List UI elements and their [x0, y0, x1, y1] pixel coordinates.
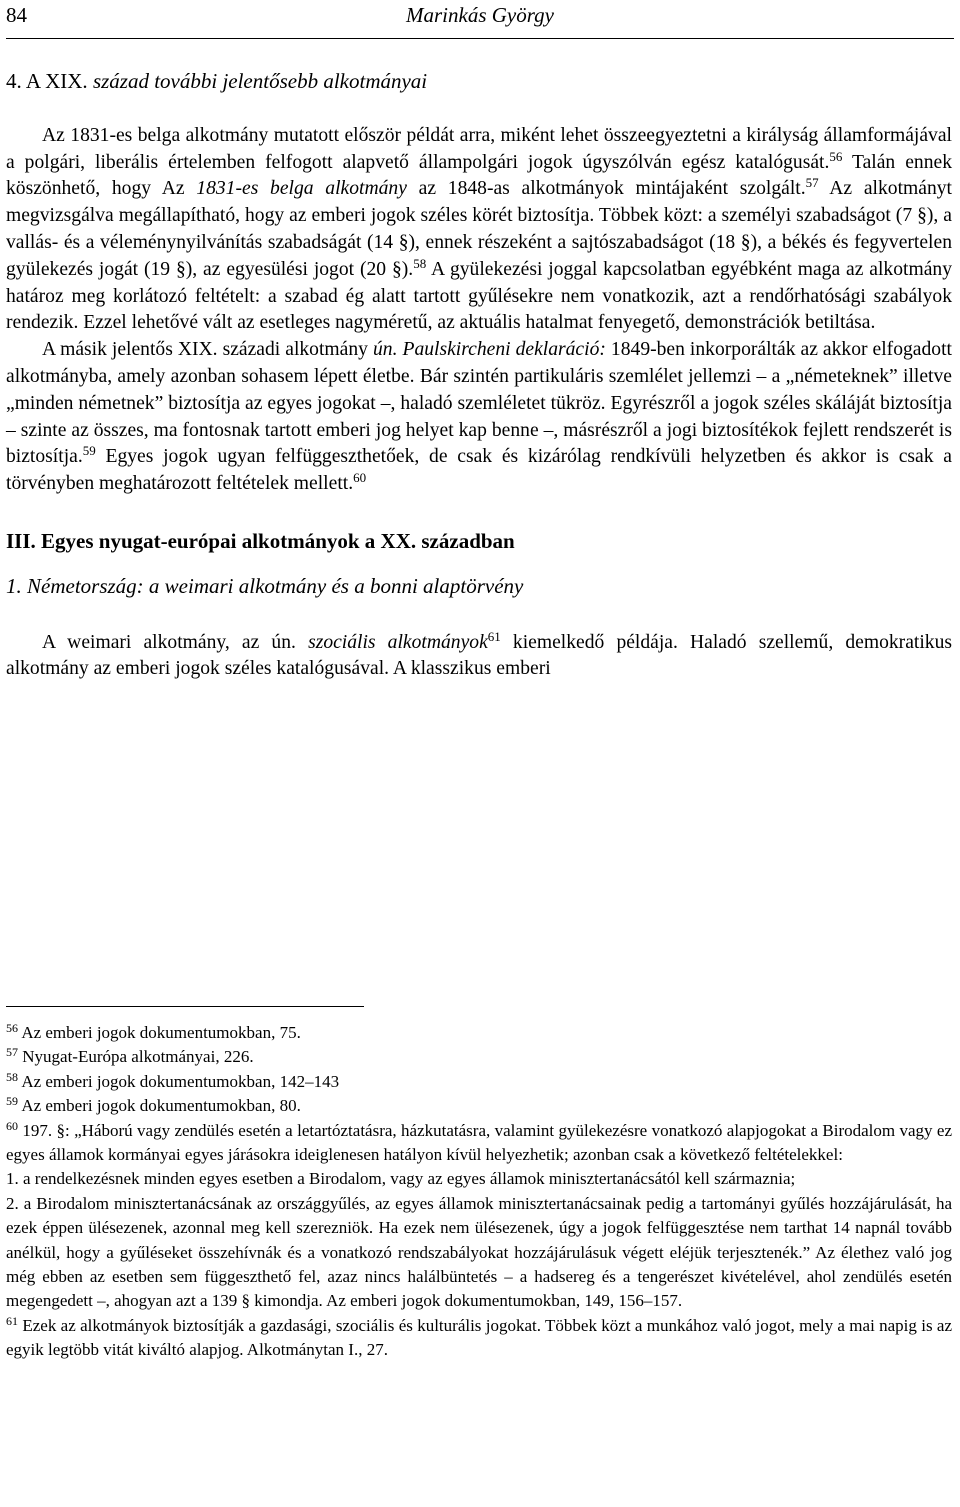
section-number: 4. A XIX.: [6, 69, 88, 93]
footnote: [6, 1070, 952, 1094]
footnote-ref-57[interactable]: 57: [805, 175, 819, 191]
subsection-heading: 1. Németország: a weimari alkotmány és a bonni alaptörvény: [6, 573, 524, 598]
page-header: [6, 0, 954, 30]
chapter-heading: III. Egyes nyugat-európai alkotmányok a XX. században: [6, 528, 515, 553]
footnote-ref-60[interactable]: 60: [353, 470, 367, 486]
italic-run: 1831-es belga alkotmány: [196, 178, 407, 200]
footnote-continuation: [6, 1167, 952, 1191]
running-title: Marinkás György: [406, 3, 554, 27]
footnote-text: Az emberi jogok dokumentumokban, 80.: [21, 1096, 301, 1116]
text-run: az 1848-as alkotmányok mintájaként szolgált.: [418, 178, 806, 200]
footnote: [6, 1021, 952, 1045]
footnote-ref-56[interactable]: 56: [829, 148, 843, 164]
text-run: Talán ennek köszönhető, hogy Az: [6, 151, 952, 200]
footnote: [6, 1119, 952, 1168]
footnote-ref-58[interactable]: 58: [413, 255, 427, 271]
text-run: Egyes jogok ugyan felfüggeszthetőek, de csak és kizárólag rendkívüli helyzetben és akkor is csak a törvényben meghatározott feltételek mellett.: [6, 446, 952, 495]
body-text: [6, 68, 952, 683]
text-run: A gyülekezési joggal kapcsolatban egyébként maga az alkotmány határoz meg korlátozó feltételt: a szabad ég alatt tartott gyűlésekre nem vonatkozik, azt a rendőrhatósági szabályok rendezik. Ezzel lehetővé vált az esetleges nagyméretű, az aktuális hatalmat fenyegető, demonstrációk betiltása.: [6, 258, 952, 334]
footnote-continuation: [6, 1192, 952, 1314]
footnote-text: 197. §: „Háború vagy zendülés esetén a letartóztatásra, házkutatásra, valamint gyülekezésre vonatkozó alapjogokat a Birodalom vagy ez egyes államok kormányai egyes járásokra ideiglenesen hatályon kívül helyezhetik; azonban csak a következő feltételekkel:: [6, 1120, 953, 1165]
text-run: Az 1831-es belga alkotmány mutatott először példát arra, miként lehet összeegyeztetni a királyság államformájával a polgári, liberális értelemben felfogott alapvető állampolgári jogok úgyszólván egész katalógusát.: [6, 124, 952, 173]
footnote: [6, 1314, 952, 1363]
page-number: 84: [6, 3, 27, 27]
italic-run: ún. Paulskircheni deklaráció:: [372, 339, 606, 361]
footnote-separator: [6, 1006, 364, 1007]
footnote-number: 57: [6, 1045, 18, 1060]
footnote-ref-59[interactable]: 59: [82, 443, 96, 459]
section-title: [6, 68, 952, 95]
footnote-text: Az emberi jogok dokumentumokban, 75.: [21, 1023, 301, 1042]
text-run: A másik jelentős XIX. századi alkotmány: [42, 339, 368, 361]
footnote-ref-61[interactable]: 61: [487, 628, 501, 644]
italic-run: szociális alkotmányok: [308, 631, 488, 653]
text-run: kiemelkedő példája. Haladó szellemű, demokratikus alkotmány az emberi jogok széles katalógusával. A klasszikus emberi: [6, 631, 953, 680]
paragraph-paulskirche: [6, 337, 952, 498]
text-run: 1849-ben inkorporálták az akkor elfogadott alkotmányba, amely azonban sohasem lépett életbe. Bár szintén partikuláris szemlélet jellemzi – a „németeknek” illetve „minden németnek” biztosítja az egyes jogokat –, haladó szemléletet tükröz. Egyrészről a jogok széles skáláját biztosítja – szinte az összes, ma fontosnak tartott emberi jog helyet kap benne –, másrészről a jogi biztosítékok fejlett rendszerét is biztosítja.: [6, 339, 952, 468]
footnote-text: Nyugat-Európa alkotmányai, 226.: [22, 1047, 254, 1067]
text-run: Az alkotmányt megvizsgálva megállapítható, hogy az emberi jogok széles körét biztosítja. Többek közt: a személyi szabadságot (7 §), a vallás- és a véleménynyilvánítás szabadságát (14 §), ennek részeként a sajtószabadságot (18 §), a békés és fegyvertelen gyülekezés jogát (19 §), az egyesülési jogot (20 §).: [6, 178, 953, 280]
footnote-text: 1. a rendelkezésnek minden egyes esetben a Birodalom, vagy az egyes államok minisztertanácsától kell származnia;: [6, 1169, 796, 1189]
footnote-number: 58: [6, 1069, 18, 1084]
header-rule: [6, 38, 954, 39]
section-title-text: század további jelentősebb alkotmányai: [92, 69, 428, 93]
text-run: A weimari alkotmány, az ún.: [42, 631, 296, 653]
footnote-number: 60: [6, 1118, 18, 1133]
paragraph-weimar: [6, 630, 952, 684]
footnote-number: 59: [6, 1094, 18, 1109]
footnote-text: Ezek az alkotmányok biztosítják a gazdasági, szociális és kulturális jogokat. Többek közt a munkához való jogot, mely a mai napig is az egyik legtöbb vitát kiváltó alapjog. Alkotmánytan I., 27.: [6, 1315, 953, 1360]
footnote-number: 61: [6, 1313, 18, 1328]
footnote: [6, 1045, 952, 1069]
footnote-text: Az emberi jogok dokumentumokban, 142–143: [21, 1071, 340, 1091]
footnotes: [6, 1021, 952, 1363]
footnote-number: 56: [6, 1021, 18, 1035]
paragraph-belgian-constitution: [6, 123, 952, 337]
footnote: [6, 1094, 952, 1118]
footnote-text: 2. a Birodalom minisztertanácsának az országgyűlés, az egyes államok minisztertanácsainak pedig a tartományi gyűlés hozzájárulását, ha ezek éppen ülésezenek, azonnal meg kell szerezniök. Ha ezek nem ülésezenek, úgy a jogok felfüggesztése nem tarthat 14 napnál tovább anélkül, hogy a gyűléseket összehívnák és a vonatkozó rendszabályokat hozzájárulásuk végett eléjük terjesztenék.” Az élethez való jog még ebben az esetben sem függeszthető fel, azaz nincs halálbüntetés – a hadsereg és a tengerészet kivételével, ahol zendülés esetén megengedett –, ahogyan azt a 139 § kimondja. Az emberi jogok dokumentumokban, 149, 156–157.: [6, 1193, 952, 1311]
